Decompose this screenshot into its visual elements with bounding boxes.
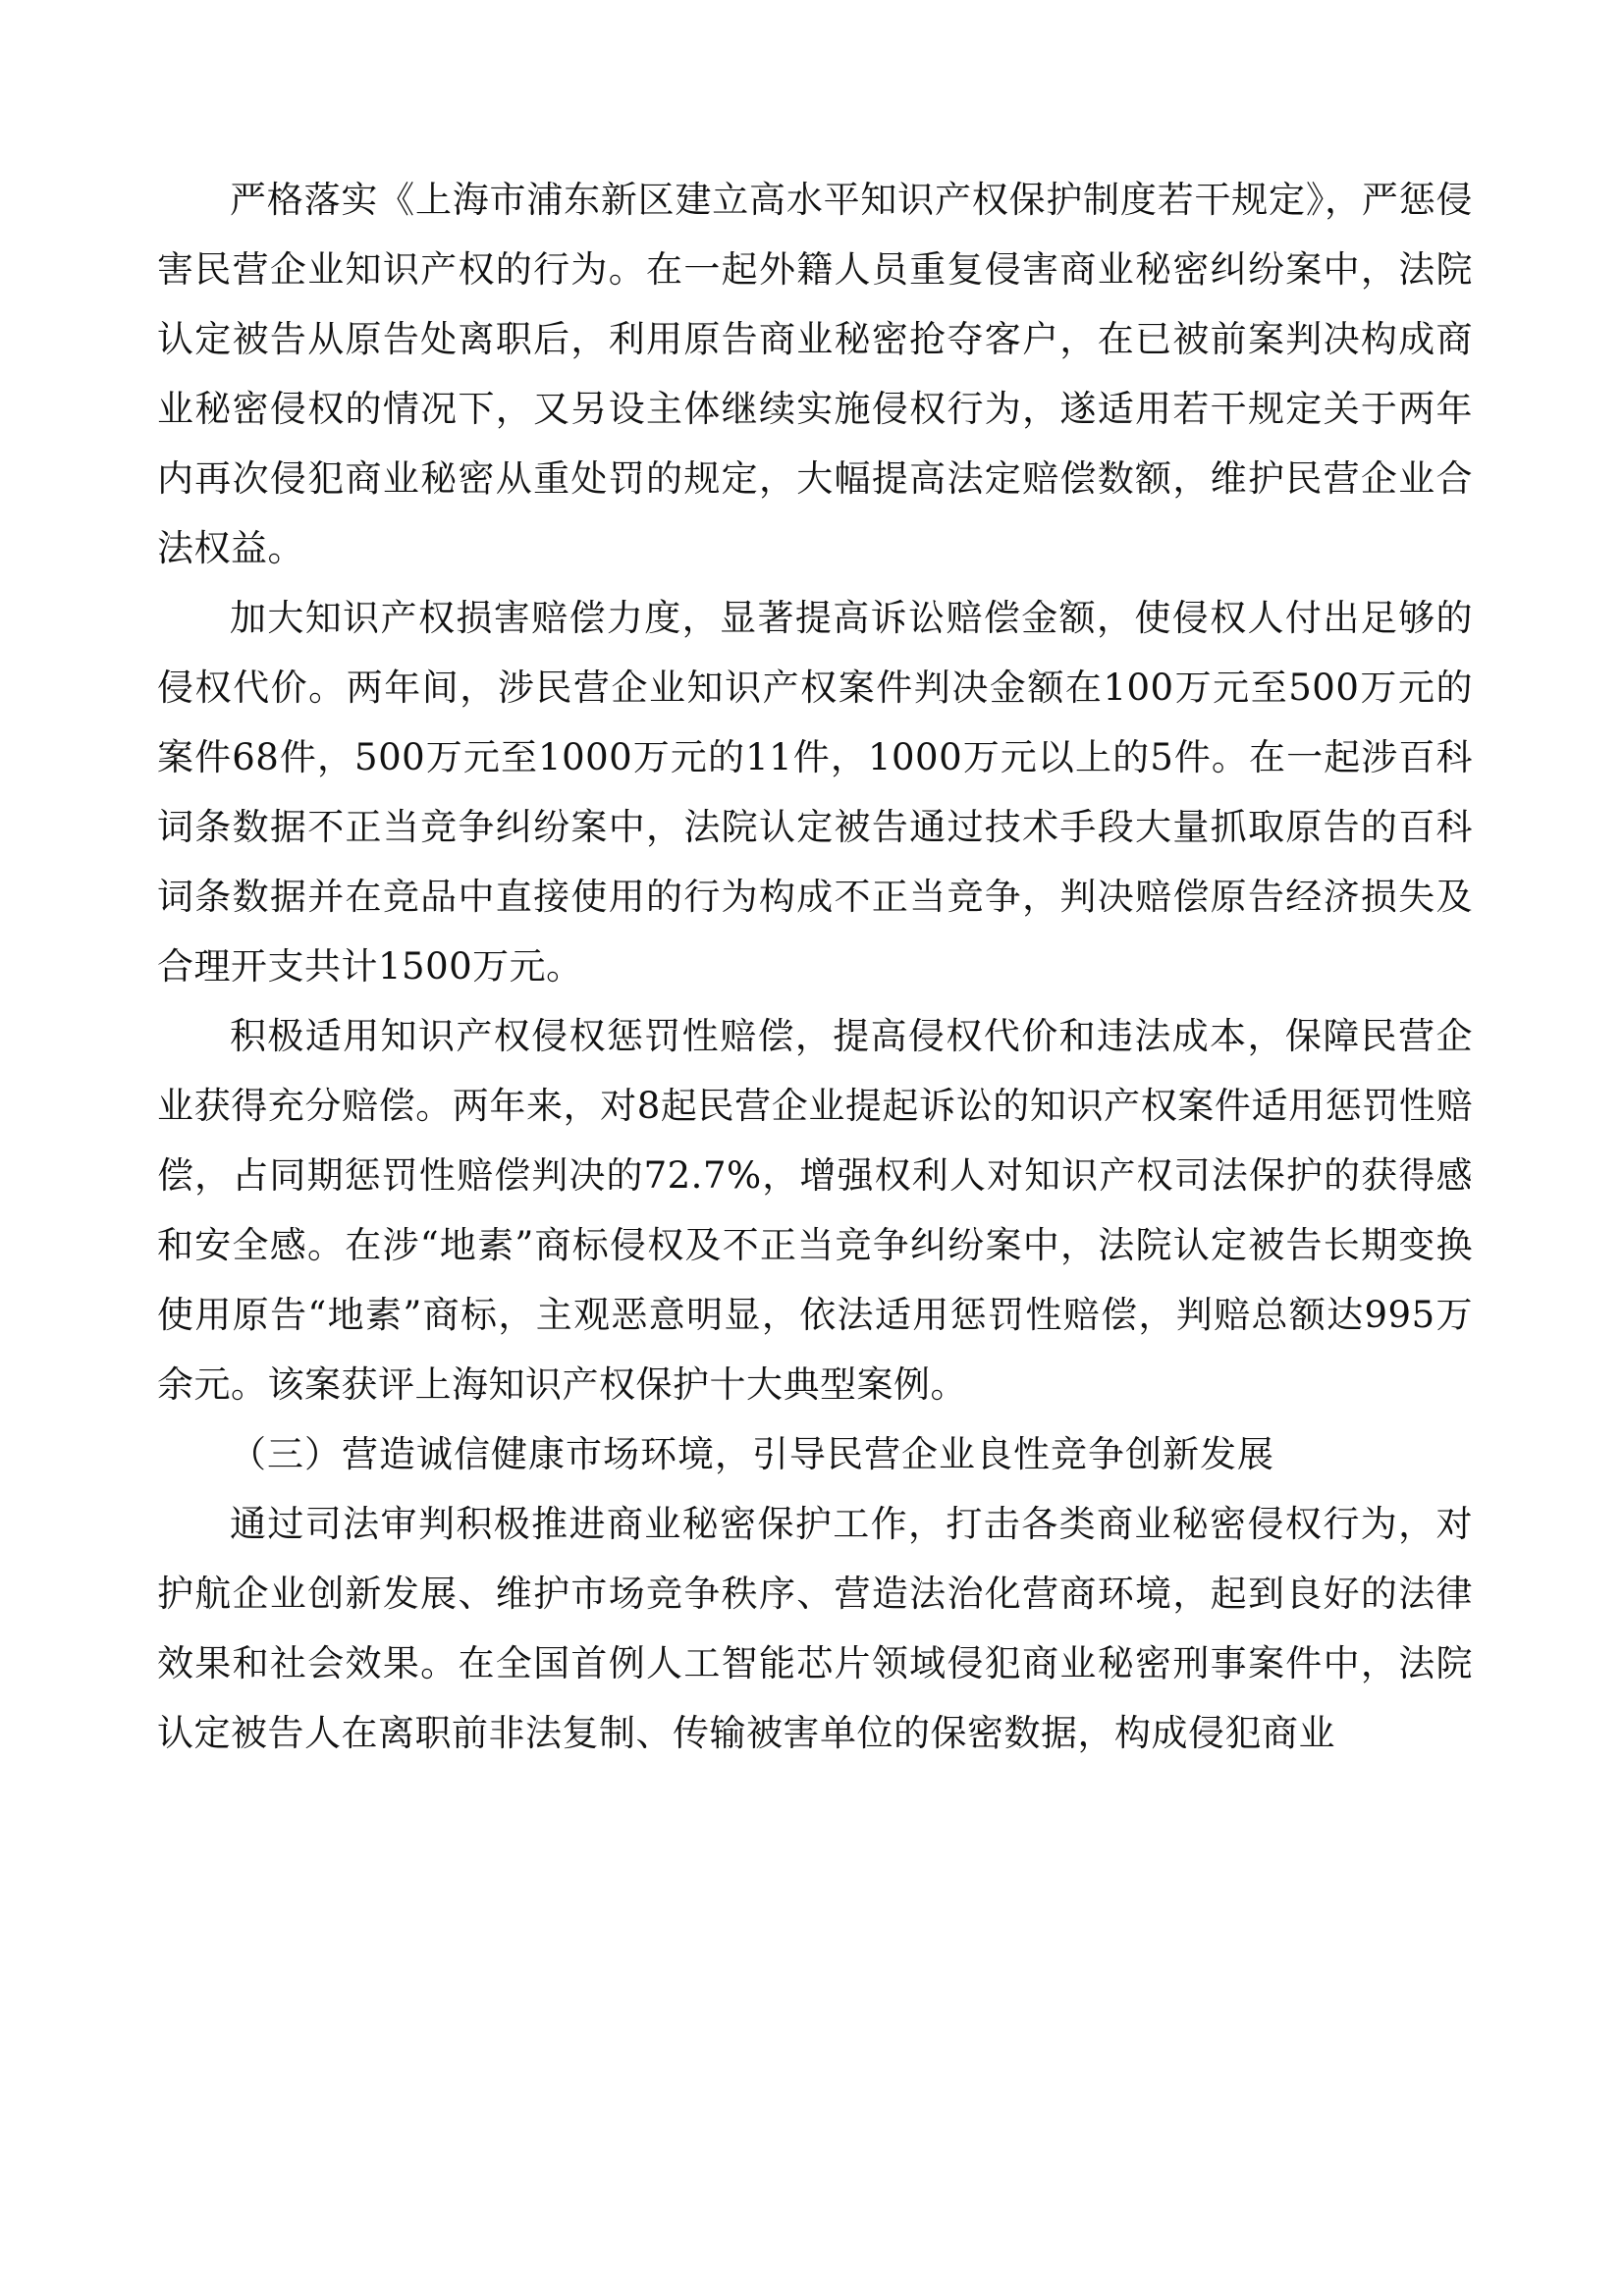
paragraph-punitive-damages: 积极适用知识产权侵权惩罚性赔偿，提高侵权代价和违法成本，保障民营企业获得充分赔偿。两年来，对8起民营企业提起诉讼的知识产权案件适用惩罚性赔偿，占同期惩罚性赔偿判决的72.7%，增强权利人对知识产权司法保护的获得感和安全感。在涉“地素”商标侵权及不正当竞争纠纷案中，法院认定被告长期变换使用原告“地素”商标，主观恶意明显，依法适用惩罚性赔偿，判赔总额达995万余元。该案获评上海知识产权保护十大典型案例。 [157,1015,1473,1406]
document-body [157,165,1473,1768]
section-heading: （三）营造诚信健康市场环境，引导民营企业良性竞争创新发展 [230,1433,1274,1475]
paragraph-damages-compensation: 加大知识产权损害赔偿力度，显著提高诉讼赔偿金额，使侵权人付出足够的侵权代价。两年间，涉民营企业知识产权案件判决金额在100万元至500万元的案件68件，500万元至1000万元的11件，1000万元以上的5件。在一起涉百科词条数据不正当竞争纠纷案中，法院认定被告通过技术手段大量抓取原告的百科词条数据并在竞品中直接使用的行为构成不正当竞争，判决赔偿原告经济损失及合理开支共计1500万元。 [157,597,1473,988]
paragraph-trade-secret-regulation: 严格落实《上海市浦东新区建立高水平知识产权保护制度若干规定》，严惩侵害民营企业知识产权的行为。在一起外籍人员重复侵害商业秘密纠纷案中，法院认定被告从原告处离职后，利用原告商业秘密抢夺客户，在已被前案判决构成商业秘密侵权的情况下，又另设主体继续实施侵权行为，遂适用若干规定关于两年内再次侵犯商业秘密从重处罚的规定，大幅提高法定赔偿数额，维护民营企业合法权益。 [157,179,1473,569]
paragraph-trade-secret-protection: 通过司法审判积极推进商业秘密保护工作，打击各类商业秘密侵权行为，对护航企业创新发展、维护市场竞争秩序、营造法治化营商环境，起到良好的法律效果和社会效果。在全国首例人工智能芯片领域侵犯商业秘密刑事案件中，法院认定被告人在离职前非法复制、传输被害单位的保密数据，构成侵犯商业 [157,1503,1473,1754]
